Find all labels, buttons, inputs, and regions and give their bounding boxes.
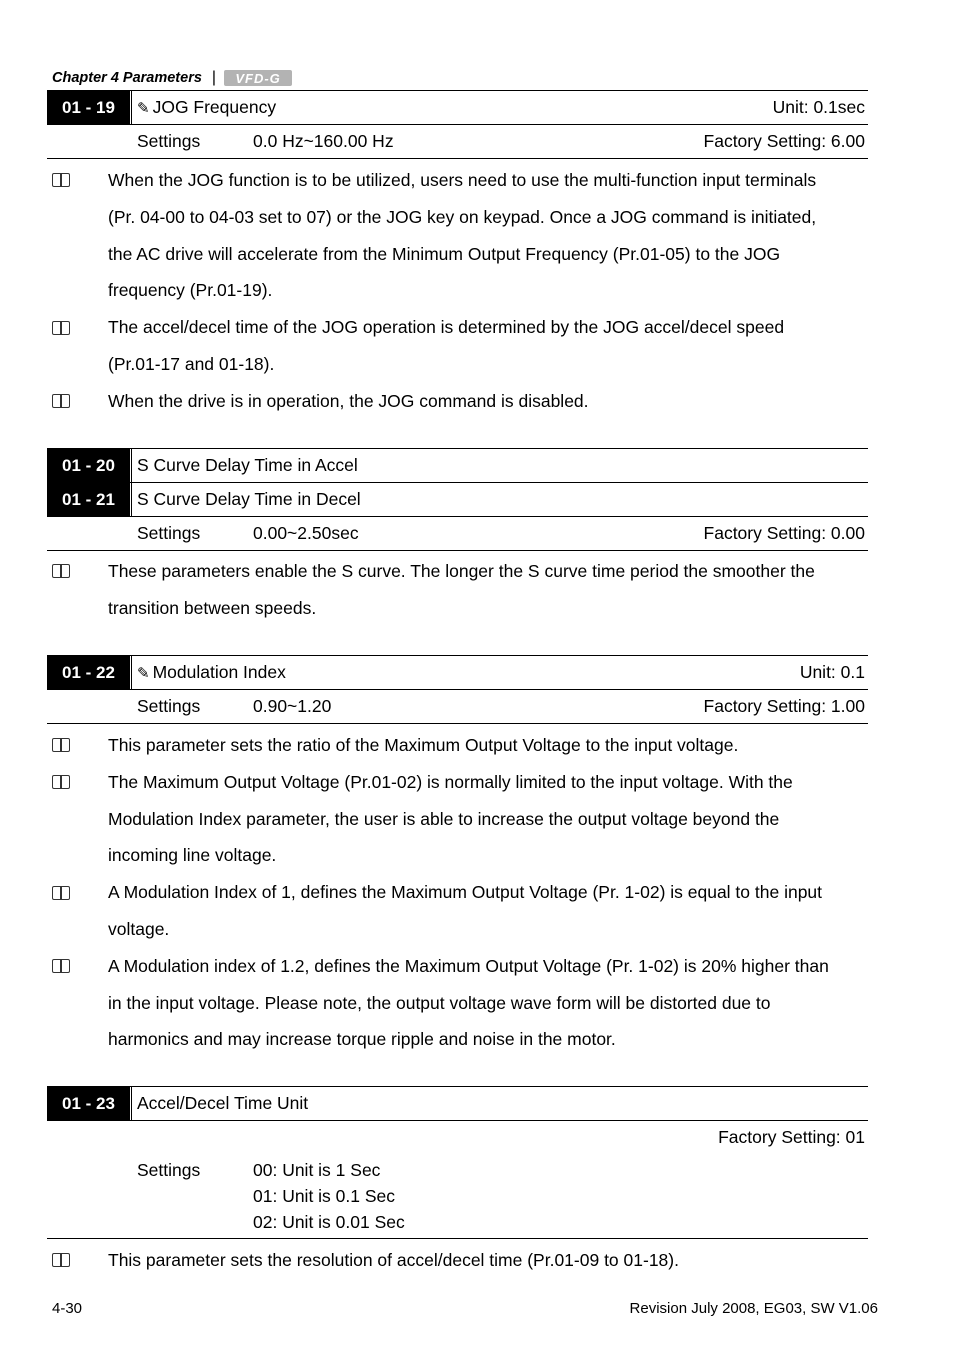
note-item: When the JOG function is to be utilized, users need to use the multi-function input terminals (Pr. 04-00 to 04-03 set to 07) or the JOG key on keypad. Once a JOG command is initiated, the AC drive will accelerate from the Minimum Output Frequency (Pr.01-05) to the JOG frequency (Pr.01-19). — [52, 162, 872, 309]
book-icon — [52, 162, 74, 199]
settings-label: Settings — [137, 696, 201, 716]
param-01-23 — [47, 1086, 868, 1239]
book-icon — [52, 383, 74, 420]
note-item: The accel/decel time of the JOG operation is determined by the JOG accel/decel speed (Pr.01-17 and 01-18). — [52, 309, 872, 383]
page-number: 4-30 — [52, 1300, 83, 1317]
param-title-text: Modulation Index — [152, 662, 286, 682]
param-01-20-21 — [47, 448, 868, 551]
settings-label: Settings — [137, 131, 201, 151]
note-item: When the drive is in operation, the JOG command is disabled. — [52, 383, 872, 420]
pencil-icon: ✎ — [137, 99, 150, 117]
pencil-icon: ✎ — [137, 664, 150, 682]
param-title: S Curve Delay Time in Accel — [137, 455, 358, 475]
param-title-text: JOG Frequency — [152, 97, 277, 117]
setting-option: 00: Unit is 1 Sec — [253, 1159, 381, 1180]
param-number: 01 - 23 — [47, 1087, 130, 1120]
note-item: The Maximum Output Voltage (Pr.01-02) is normally limited to the input voltage. With the Modulation Index parameter, the user is able to increase the output voltage beyond the incoming line voltage. — [52, 764, 872, 874]
param-title — [137, 91, 276, 124]
settings-range: 0.0 Hz~160.00 Hz — [253, 131, 394, 151]
page-header — [52, 68, 292, 88]
param-unit: Unit: 0.1 — [799, 662, 865, 682]
factory-setting: Factory Setting: 0.00 — [703, 523, 865, 543]
param-number: 01 - 22 — [47, 656, 130, 689]
settings-label: Settings — [137, 523, 201, 543]
book-icon — [52, 874, 74, 911]
factory-setting: Factory Setting: 6.00 — [703, 131, 865, 151]
param-number: 01 - 20 — [47, 449, 130, 482]
revision-info: Revision July 2008, EG03, SW V1.06 — [629, 1300, 878, 1317]
note-item: This parameter sets the ratio of the Maximum Output Voltage to the input voltage. — [52, 727, 872, 764]
chapter-title: Chapter 4 Parameters — [52, 70, 202, 86]
book-icon — [52, 727, 74, 764]
param-01-22 — [47, 655, 868, 724]
note-item: A Modulation Index of 1, defines the Maximum Output Voltage (Pr. 1-02) is equal to the input voltage. — [52, 874, 872, 948]
notes-01-23 — [52, 1242, 872, 1279]
book-icon — [52, 948, 74, 985]
book-icon — [52, 309, 74, 346]
notes-01-19 — [52, 162, 872, 420]
param-unit: Unit: 0.1sec — [772, 97, 865, 117]
param-number: 01 - 19 — [47, 91, 130, 124]
book-icon — [52, 764, 74, 801]
note-item: A Modulation index of 1.2, defines the Maximum Output Voltage (Pr. 1-02) is 20% higher than in the input voltage. Please note, the output voltage wave form will be distorted due to harmonics and may increase torque ripple and noise in the motor. — [52, 948, 872, 1058]
book-icon — [52, 1242, 74, 1279]
param-number: 01 - 21 — [47, 483, 130, 516]
param-title: Accel/Decel Time Unit — [137, 1093, 309, 1113]
book-icon — [52, 553, 74, 590]
setting-option: 01: Unit is 0.1 Sec — [253, 1185, 396, 1206]
factory-setting: Factory Setting: 01 — [718, 1126, 865, 1147]
param-title: S Curve Delay Time in Decel — [137, 489, 361, 509]
factory-setting: Factory Setting: 1.00 — [703, 696, 865, 716]
vfd-g-logo: VFD-G — [224, 70, 292, 86]
settings-range: 0.90~1.20 — [253, 696, 332, 716]
param-01-19 — [47, 90, 868, 159]
header-separator: | — [211, 69, 217, 86]
note-item: This parameter sets the resolution of accel/decel time (Pr.01-09 to 01-18). — [52, 1242, 872, 1279]
settings-label: Settings — [137, 1159, 201, 1180]
notes-01-22 — [52, 727, 872, 1058]
param-title — [137, 656, 286, 689]
setting-option: 02: Unit is 0.01 Sec — [253, 1211, 405, 1232]
notes-01-20 — [52, 553, 872, 627]
note-item: These parameters enable the S curve. The longer the S curve time period the smoother the transition between speeds. — [52, 553, 872, 627]
settings-range: 0.00~2.50sec — [253, 523, 359, 543]
